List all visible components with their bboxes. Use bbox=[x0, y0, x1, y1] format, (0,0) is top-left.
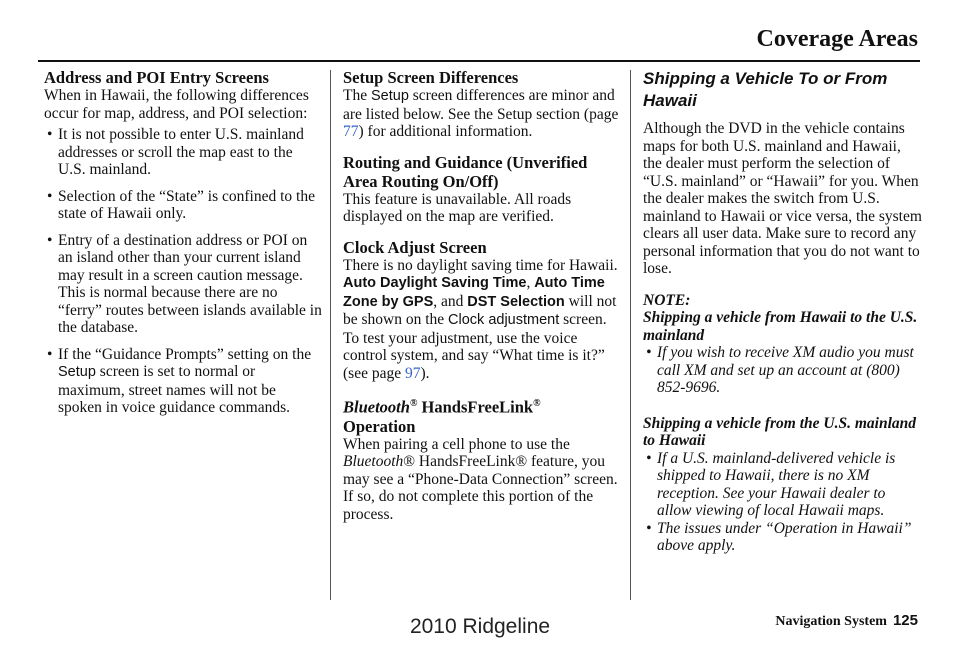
routing-guidance-text: This feature is unavailable. All roads displayed on the map are verified. bbox=[343, 190, 572, 225]
page-link-77[interactable]: 77 bbox=[343, 123, 359, 140]
list-item: • The issues under “Operation in Hawaii” above apply. bbox=[643, 520, 923, 555]
page-number: 125 bbox=[892, 612, 918, 629]
text: There is no daylight saving time for Hawaii. bbox=[343, 256, 618, 274]
list-item: • If a U.S. mainland-delivered vehicle is shipped to Hawaii, there is no XM reception. See your Hawaii dealer to allow viewing of local Hawaii maps. bbox=[643, 450, 923, 520]
address-poi-intro: When in Hawaii, the following differences occur for map, address, and POI selection: bbox=[44, 87, 309, 122]
text: When pairing a cell phone to use the bbox=[343, 435, 570, 453]
column-address-poi bbox=[44, 68, 322, 426]
setup-screen-name: Setup bbox=[58, 364, 96, 380]
setup-differences-text bbox=[343, 87, 621, 141]
bluetooth-word: Bluetooth bbox=[343, 397, 410, 417]
note-label: NOTE: bbox=[643, 291, 691, 309]
address-poi-heading: Address and POI Entry Screens bbox=[44, 68, 269, 87]
text: ). bbox=[420, 364, 430, 382]
text: ) for additional information. bbox=[358, 123, 533, 140]
bluetooth-heading bbox=[343, 394, 621, 436]
address-poi-list bbox=[44, 126, 322, 417]
registered-mark: ® bbox=[409, 398, 418, 409]
routing-guidance-heading: Routing and Guidance (Unverified Area Routing On/Off) bbox=[343, 152, 588, 191]
clock-adjust-text bbox=[343, 257, 621, 383]
auto-dst-option: Auto Daylight Saving Time bbox=[343, 275, 527, 291]
column-divider-1 bbox=[330, 70, 331, 600]
auto-time-zone-option: Auto Time Zone by GPS bbox=[343, 275, 605, 310]
text: screen differences are minor and are listed below. See the Setup section (page bbox=[343, 87, 619, 123]
column-setup bbox=[343, 68, 621, 523]
setup-screen-name: Setup bbox=[370, 88, 409, 104]
column-shipping bbox=[643, 68, 923, 555]
clock-adjustment-screen-name: Clock adjustment bbox=[448, 312, 560, 328]
page-title: Coverage Areas bbox=[756, 26, 918, 52]
text: screen. To test your adjustment, use the voice control system, and say “What time is it?” (see page bbox=[343, 311, 607, 382]
list-item: • Entry of a destination address or POI on an island other than your current island may result in a screen caution message. This is normal because there are no “ferry” routes between islands available in the database. bbox=[44, 232, 322, 337]
text: will not be shown on the bbox=[343, 292, 617, 328]
text: ® HandsFreeLink® feature, you may see a “Phone-Data Connection” screen. If so, do not complete this portion of the process. bbox=[343, 453, 618, 523]
text: , and bbox=[433, 292, 468, 310]
text: The bbox=[343, 87, 371, 104]
text: HandsFreeLink bbox=[417, 397, 534, 417]
note-subheading-1: Shipping a vehicle from Hawaii to the U.S. mainland bbox=[643, 309, 918, 344]
page-link-97[interactable]: 97 bbox=[404, 364, 421, 382]
list-item: • Selection of the “State” is confined to the state of Hawaii only. bbox=[44, 188, 322, 223]
list-item: • If you wish to receive XM audio you must call XM and set up an account at (800) 852-9696. bbox=[643, 344, 923, 397]
text: screen is set to normal or maximum, street names will not be spoken in voice guidance commands. bbox=[58, 363, 291, 416]
list-item: • It is not possible to enter U.S. mainland addresses or scroll the map east to the U.S. mainland. bbox=[44, 126, 322, 179]
shipping-text: Although the DVD in the vehicle contains maps for both U.S. mainland and Hawaii, the dealer must perform the selection of “U.S. mainland” or “Hawaii” for you. When the dealer makes the switch from U.S. mainland to Hawaii or vice versa, the system clears all user data. Make sure to record any personal information that you do not want to lose. bbox=[643, 120, 922, 277]
registered-mark: ® bbox=[533, 398, 541, 409]
text: , bbox=[526, 274, 535, 291]
header-rule bbox=[38, 60, 920, 62]
dst-selection-option: DST Selection bbox=[467, 293, 565, 310]
text: If the “Guidance Prompts” setting on the bbox=[58, 345, 312, 363]
column-divider-2 bbox=[630, 70, 631, 600]
footer-section: Navigation System bbox=[775, 614, 887, 629]
text: Operation bbox=[343, 416, 416, 436]
list-item bbox=[44, 346, 322, 417]
setup-differences-heading: Setup Screen Differences bbox=[343, 68, 519, 87]
note-list-1 bbox=[643, 344, 923, 397]
clock-adjust-heading: Clock Adjust Screen bbox=[343, 237, 487, 257]
note-subheading-2: Shipping a vehicle from the U.S. mainland to Hawaii bbox=[643, 414, 917, 449]
note-list-2 bbox=[643, 450, 923, 555]
bluetooth-text bbox=[343, 436, 621, 524]
bluetooth-word: Bluetooth bbox=[343, 453, 404, 470]
watermark: 2010 Ridgeline bbox=[409, 615, 551, 638]
shipping-heading: Shipping a Vehicle To or From Hawaii bbox=[643, 69, 888, 110]
